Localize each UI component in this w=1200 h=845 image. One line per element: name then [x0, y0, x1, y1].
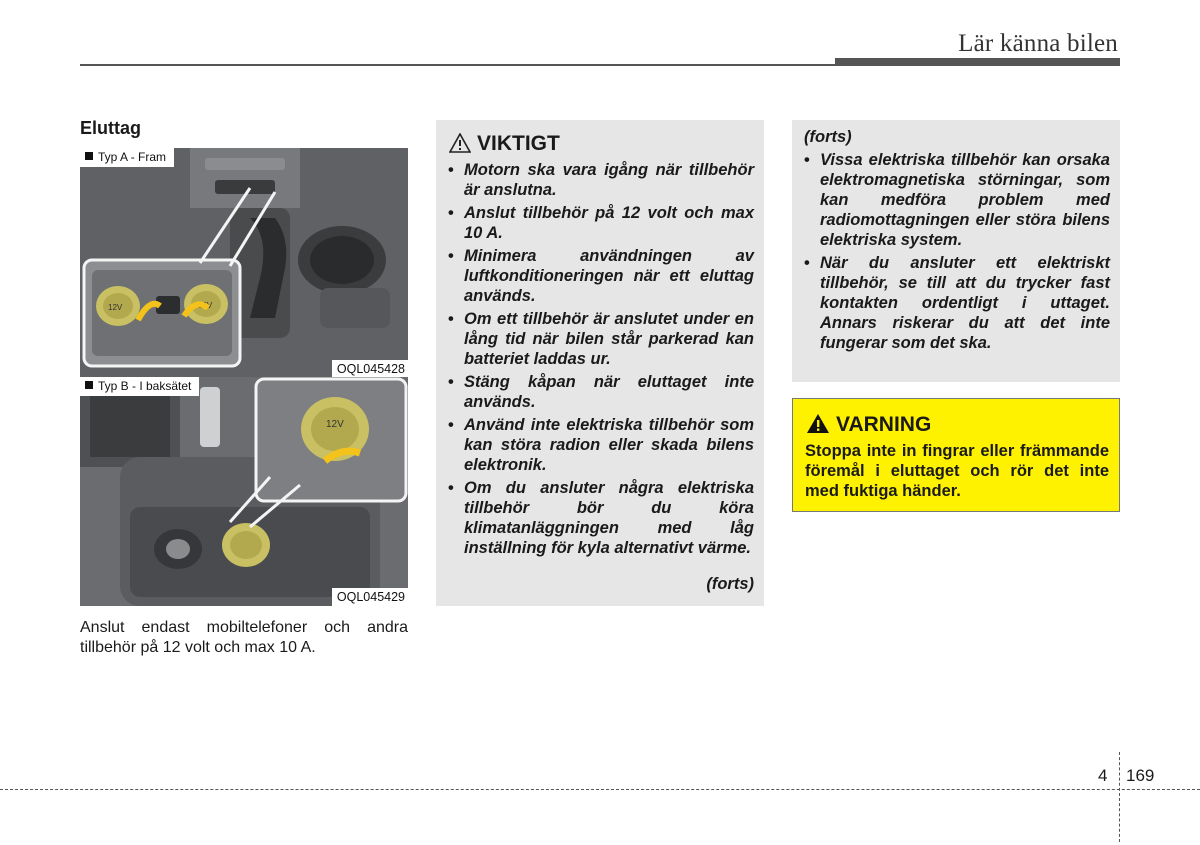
important-notice-continued: [792, 120, 1120, 382]
figure-tag-text: Typ B - I baksätet: [98, 379, 192, 393]
chapter-number: 4: [1098, 766, 1108, 785]
socket-label: 12V: [198, 301, 213, 310]
warning-triangle-icon: [806, 413, 830, 434]
list-item: • Använd inte elektriska tillbehör som kan störa radion eller skada bilens elektronik.: [448, 415, 754, 475]
figure-type-a: [80, 148, 408, 378]
important-list-continued: [804, 150, 1110, 356]
list-item: • Motorn ska vara igång när tillbehör är anslutna.: [448, 160, 754, 200]
figure-code: OQL045428: [332, 360, 408, 378]
figure-tag: [80, 148, 174, 167]
figure-code: OQL045429: [332, 588, 408, 606]
figure-tag: [80, 377, 199, 396]
console-rear-illustration: [80, 377, 408, 606]
footer-rule: [0, 789, 1200, 790]
socket-label: 12V: [108, 303, 123, 312]
figure-tag-text: Typ A - Fram: [98, 150, 167, 164]
warning-heading-text: VARNING: [836, 413, 932, 436]
section-title: Eluttag: [80, 118, 141, 138]
list-item: • Stäng kåpan när eluttaget inte används.: [448, 372, 754, 412]
figure-type-b: [80, 377, 408, 606]
socket-label: 12V: [326, 419, 344, 430]
list-item: • Om ett tillbehör är anslutet under en lång tid när bilen står parkerad kan batteriet laddas ur.: [448, 309, 754, 369]
important-heading: [449, 132, 560, 156]
warning-box: [792, 398, 1120, 512]
list-item: • När du ansluter ett elektriskt tillbehör, se till att du trycker fast kontakten ordentligt i uttaget. Annars riskerar du att det inte fungerar som det ska.: [804, 253, 1110, 353]
list-item: • Vissa elektriska tillbehör kan orsaka elektromagnetiska störningar, som kan medföra problem med radiomottagningen eller störa bilens elektriska system.: [804, 150, 1110, 250]
figure-caption: Anslut endast mobiltelefoner och andra tillbehör på 12 volt och max 10 A.: [80, 619, 408, 656]
chapter-title: Lär känna bilen: [958, 30, 1118, 57]
warning-triangle-icon: [449, 133, 471, 153]
header-rule: [80, 64, 840, 66]
header-rule-accent: [835, 58, 1120, 66]
list-item: • Anslut tillbehör på 12 volt och max 10 A.: [448, 203, 754, 243]
tag-square-icon: [85, 381, 93, 389]
continued-label: (forts): [804, 128, 852, 146]
important-heading-text: VIKTIGT: [477, 132, 560, 155]
important-list: [448, 160, 754, 561]
tag-square-icon: [85, 152, 93, 160]
warning-heading: [806, 413, 931, 437]
list-item: • Minimera användningen av luftkonditioneringen när ett eluttag används.: [448, 246, 754, 306]
list-item: • Om du ansluter några elektriska tillbehör bör du köra klimatanläggningen med låg inställning för kyla alternativt värme.: [448, 478, 754, 558]
console-front-illustration: [80, 148, 408, 378]
page-number: 169: [1126, 766, 1155, 785]
important-notice: [436, 120, 764, 606]
continued-label: (forts): [706, 575, 754, 593]
footer-divider: [1119, 752, 1120, 842]
warning-text: Stoppa inte in fingrar eller främmande föremål i eluttaget och rör det inte med fuktiga händer.: [805, 442, 1109, 500]
